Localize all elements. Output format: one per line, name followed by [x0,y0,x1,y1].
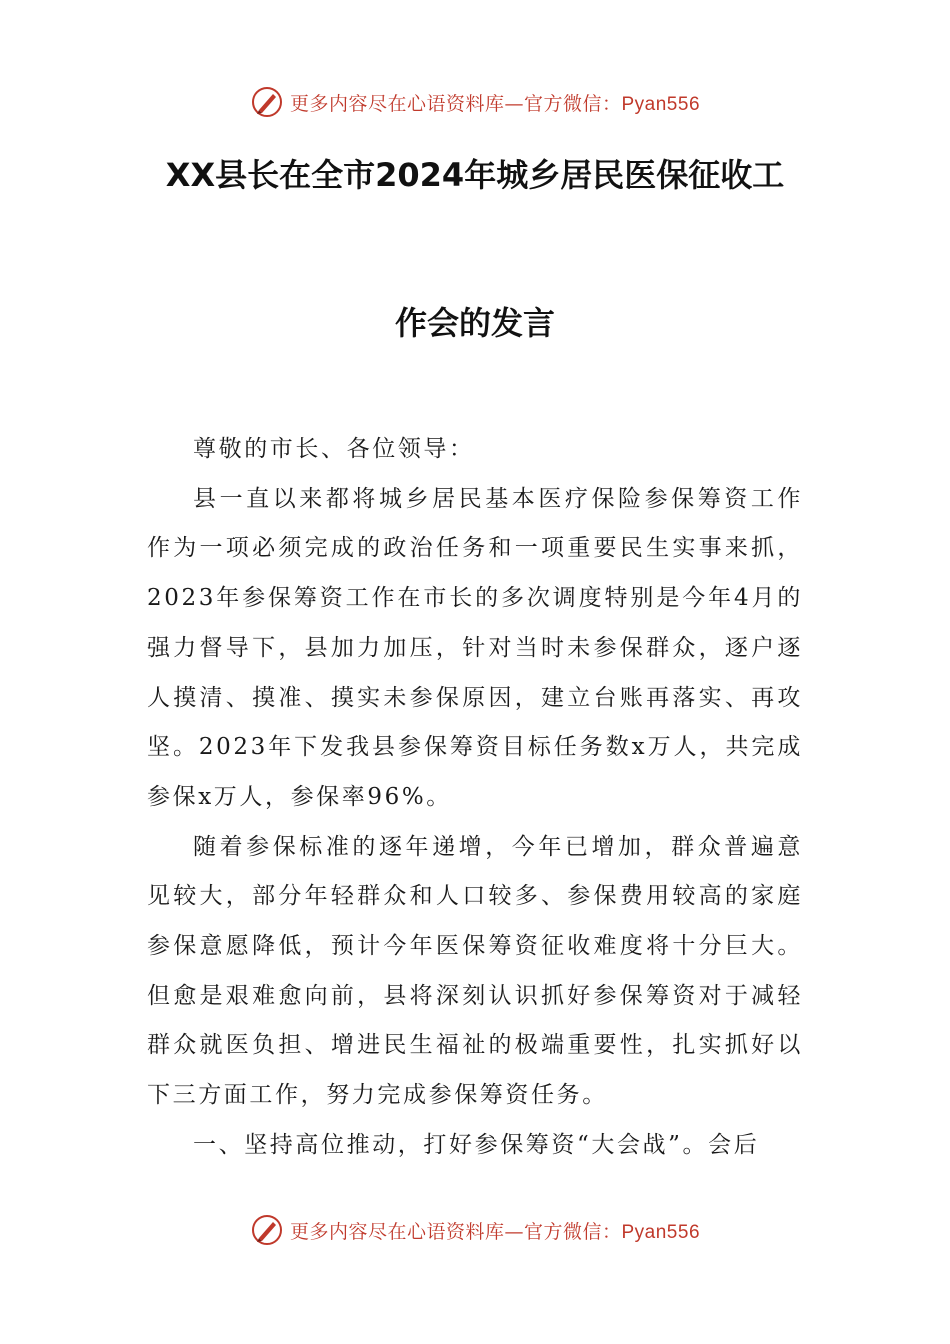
pen-logo-icon [250,85,284,119]
document-body [147,425,803,1171]
watermark-label: 更多内容尽在心语资料库—官方微信： [289,1220,622,1243]
pen-logo-icon [250,1213,284,1247]
header-watermark [0,82,950,122]
watermark-wechat-id: Pyan556 [621,93,701,115]
document-title-line-1: XX县长在全市2024年城乡居民医保征收工 [165,156,785,194]
salutation-paragraph: 尊敬的市长、各位领导： [193,436,475,462]
body-paragraph: 县一直以来都将城乡居民基本医疗保险参保筹资工作作为一项必须完成的政治任务和一项重要民生实事来抓，2023年参保筹资工作在市长的多次调度特别是今年4月的强力督导下，县加力加压，针对当时未参保群众，逐户逐人摸清、摸准、摸实未参保原因，建立台账再落实、再攻坚。2023年下发我县参保筹资目标任务数x万人，共完成参保x万人，参保率96%。 [147,485,803,810]
watermark-wechat-id: Pyan556 [621,1221,701,1243]
body-paragraph: 一、坚持高位推动，打好参保筹资“大会战”。会后 [193,1131,760,1158]
body-paragraph: 随着参保标准的逐年递增，今年已增加，群众普遍意见较大，部分年轻群众和人口较多、参保费用较高的家庭参保意愿降低，预计今年医保筹资征收难度将十分巨大。但愈是艰难愈向前，县将深刻认识抓好参保筹资对于减轻群众就医负担、增进民生福祉的极端重要性，扎实抓好以下三方面工作，努力完成参保筹资任务。 [147,833,803,1109]
watermark-label: 更多内容尽在心语资料库—官方微信： [289,92,622,115]
watermark-text [290,89,700,116]
watermark-text [290,1217,700,1244]
document-title-line-2: 作会的发言 [394,304,555,342]
footer-watermark [0,1210,950,1250]
